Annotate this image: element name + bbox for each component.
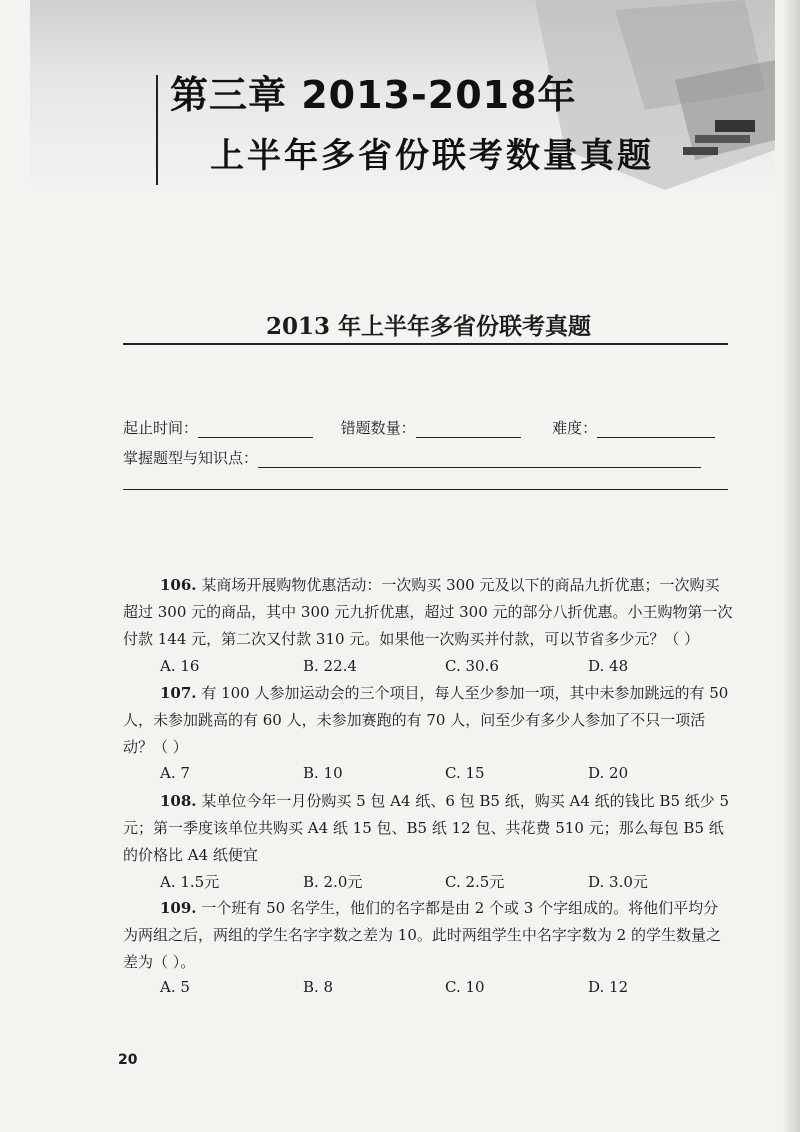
page-number: 20 [118, 1052, 138, 1068]
option-a[interactable]: A. 5 [160, 978, 190, 996]
page-edge-shadow [782, 0, 800, 1132]
option-d[interactable]: D. 20 [588, 764, 629, 782]
question-number: 109. [160, 899, 197, 917]
form-row-1 [123, 417, 715, 438]
option-a[interactable]: A. 7 [160, 764, 190, 782]
question-106 [123, 572, 733, 653]
question-text: 有 100 人参加运动会的三个项目，每人至少参加一项，其中未参加跳远的有 50 人，未参加跳高的有 60 人，未参加赛跑的有 70 人，问至少有多少人参加了不只一项活动？（ ） [123, 684, 729, 756]
errors-field[interactable] [416, 423, 521, 438]
question-109 [123, 895, 733, 976]
question-text: 某商场开展购物优惠活动：一次购买 300 元及以下的商品九折优惠；一次购买超过 300 元的商品，其中 300 元九折优惠，超过 300 元的部分八折优惠。小王购物第一次付款 144 元，第二次又付款 310 元。如果他一次购买并付款，可以节省多少元？（ ） [123, 576, 733, 648]
difficulty-label: 难度： [552, 419, 598, 437]
question-number: 108. [160, 792, 197, 810]
section-title: 2013 年上半年多省份联考真题 [266, 313, 592, 340]
time-label: 起止时间： [123, 419, 199, 437]
knowledge-label: 掌握题型与知识点： [123, 449, 259, 467]
question-text: 一个班有 50 名学生，他们的名字都是由 2 个或 3 个字组成的。将他们平均分为两组之后，两组的学生名字字数之差为 10。此时两组学生中名字字数为 2 的学生数量之差为（ ）。 [123, 899, 721, 971]
option-c[interactable]: C. 2.5元 [445, 873, 505, 891]
banner-vertical-line [156, 75, 158, 185]
option-b[interactable]: B. 22.4 [303, 657, 357, 675]
option-d[interactable]: D. 48 [588, 657, 629, 675]
section-rule [123, 343, 728, 345]
time-field[interactable] [198, 423, 313, 438]
option-c[interactable]: C. 10 [445, 978, 485, 996]
chapter-subtitle: 上半年多省份联考数量真题 [210, 136, 654, 176]
form-row-2 [123, 447, 701, 468]
question-number: 107. [160, 684, 197, 702]
chapter-banner [30, 0, 775, 190]
question-text: 某单位今年一月份购买 5 包 A4 纸、6 包 B5 纸，购买 A4 纸的钱比 B5 纸少 5 元；第一季度该单位共购买 A4 纸 15 包、B5 纸 12 包、共花费 510 元；那么每包 B5 纸的价格比 A4 纸便宜 [123, 792, 730, 864]
option-d[interactable]: D. 3.0元 [588, 873, 648, 891]
option-c[interactable]: C. 30.6 [445, 657, 499, 675]
errors-label: 错题数量： [340, 419, 416, 437]
option-a[interactable]: A. 16 [160, 657, 200, 675]
question-108 [123, 788, 733, 869]
option-b[interactable]: B. 8 [303, 978, 334, 996]
question-107 [123, 680, 733, 761]
option-b[interactable]: B. 10 [303, 764, 343, 782]
chapter-title: 第三章 2013-2018年 [170, 73, 577, 117]
knowledge-field[interactable] [258, 453, 701, 468]
difficulty-field[interactable] [597, 423, 715, 438]
question-number: 106. [160, 576, 197, 594]
option-c[interactable]: C. 15 [445, 764, 485, 782]
knowledge-extra-line [123, 489, 728, 490]
option-a[interactable]: A. 1.5元 [160, 873, 220, 891]
option-b[interactable]: B. 2.0元 [303, 873, 363, 891]
option-d[interactable]: D. 12 [588, 978, 629, 996]
